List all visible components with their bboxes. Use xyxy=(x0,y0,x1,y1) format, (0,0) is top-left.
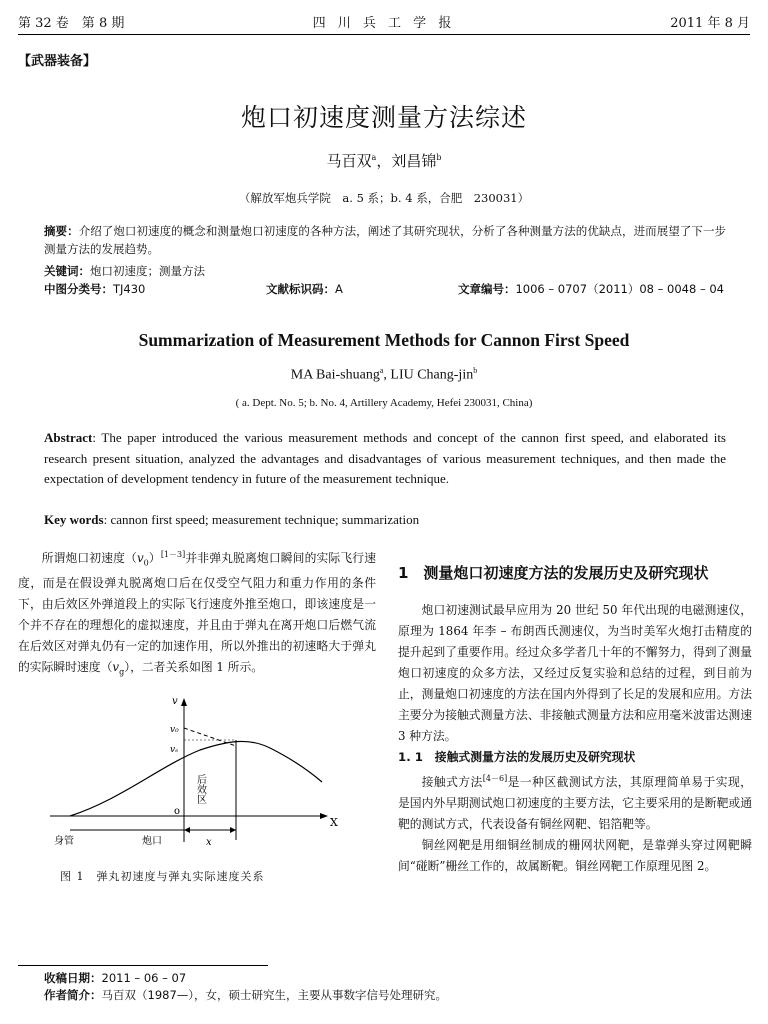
header-journal-name: 四 川 兵 工 学 报 xyxy=(312,16,456,31)
title-en: Summarization of Measurement Methods for Cannon First Speed xyxy=(138,330,630,350)
wire-screen-paragraph: 铜丝网靶是用细铜丝制成的栅网状网靶，是靠弹头穿过网靶瞬间“碰断”栅丝工作的，故属断靶。铜丝网靶工作原理见图 2。 xyxy=(398,837,752,873)
keywords-cn: 关键词：炮口初速度；测量方法 xyxy=(44,264,205,278)
affiliation-cn: （解放军炮兵学院 a. 5 系；b. 4 系，合肥 230031） xyxy=(238,191,530,205)
distance-x-label: x xyxy=(206,837,212,848)
figure-velocity-diagram xyxy=(40,690,350,860)
x-axis-label: X xyxy=(330,816,338,829)
x-axis-arrow xyxy=(320,813,328,819)
authors-cn: 马百双$^a$，刘昌锦$^b$ xyxy=(326,152,442,170)
section1-paragraph: 炮口初速测试最早应用为 20 世纪 50 年代出现的电磁测速仪，原理为 1864 年李 – 布朗西氏测速仪，为当时美军火炮打击精度的提升起到了重要作用。经过众多学者几十年的不懈努力，得到了测量炮口初速度的众多方法，又经过反复实验和总结的过程，到目前为止，测量炮口初速度的方法在国内外得到了长足的发展和应用。方法主要分为接触式测量方法、非接触式测量方法和应用毫米波雷达测速 3 种方法。 xyxy=(398,603,752,743)
extrapolation-dashed-line xyxy=(184,728,236,746)
author-bio: 作者简介：马百双（1987—），女，硕士研究生，主要从事数字信号处理研究。 xyxy=(44,988,448,1002)
document-code: 文献标识码：A xyxy=(266,282,343,296)
authors-en: MA Bai-shuang$^a$, LIU Chang-jin$^b$ xyxy=(290,366,478,383)
section1-body xyxy=(398,560,752,877)
x-extent-arrow-left xyxy=(184,827,190,833)
origin-label: o xyxy=(174,806,181,817)
clc-number: 中图分类号：TJ430 xyxy=(44,282,146,296)
section-tag: 【武器装备】 xyxy=(18,54,97,69)
intro-paragraph: 所谓炮口初速度$(v_0)[1-3]$并非弹丸脱离炮口瞬间的实际飞行速度，而是在假设弹丸脱离炮口后在仅受空气阻力和重力作用的条件下，由后效区外弹道段上的实际飞行速度外推至炮口，即该速度是一个并不存在的理想化的虚拟速度，并且由于弹丸在离开炮口后燃气流在后效区对弹丸仍有一定的加速作用，所以外推出的初速略大于弹丸的实际瞬时速度$(v_g)$，二者关系如图 1 所示。 xyxy=(18,550,376,677)
abstract-cn: 摘要：介绍了炮口初速度的概念和测量炮口初速度的各种方法，阐述了其研究现状，分析了各种测量方法的优缺点，进而展望了下一步测量方法的发展趋势。 xyxy=(44,224,726,256)
vs-label: vₛ xyxy=(170,745,179,755)
header-rule xyxy=(18,34,750,35)
affiliation-en: ( a. Dept. No. 5; b. No. 4, Artillery Academy, Hefei 230031, China) xyxy=(235,397,533,409)
article-number: 文章编号：1006 – 0707（2011）08 – 0048 – 04 xyxy=(457,282,724,296)
v-axis-label: v xyxy=(172,696,178,707)
x-extent-arrow-right xyxy=(230,827,236,833)
section-heading: 1 测量炮口初速度方法的发展历史及研究现状 xyxy=(398,564,709,582)
keywords-en: Key words: cannon first speed; measurement technique; summarization xyxy=(44,512,420,527)
abstract-en: Abstract: The paper introduced the various measurement methods and concept of the cannon first speed, and elaborated its research present situation, analyzed the advantages and disadvantages of various measurement techniques, and then made the expectation of development tendency in future of the measurement technique. xyxy=(44,430,726,486)
header-date: 2011 年 8 月 xyxy=(670,16,750,31)
figure-caption: 图 1 弹丸初速度与弹丸实际速度关系 xyxy=(60,870,265,883)
v0-label: v₀ xyxy=(170,725,179,735)
muzzle-label: 炮口 xyxy=(142,836,162,847)
header-volume-issue: 第 32 卷 第 8 期 xyxy=(18,16,125,31)
subsection-heading: 1. 1 接触式测量方法的发展历史及研究现状 xyxy=(398,750,636,764)
barrel-label: 身管 xyxy=(54,836,74,847)
title-cn: 炮口初速度测量方法综述 xyxy=(240,103,527,132)
footnote-rule xyxy=(18,965,268,966)
received-date: 收稿日期：2011 – 06 – 07 xyxy=(44,971,187,985)
v-axis-arrow xyxy=(181,698,187,706)
contact-method-paragraph: 接触式方法[4－6]是一种区截测试方法，其原理简单易于实现，是国内外早期测试炮口初速度的主要方法，它主要采用的是断靶或通靶的测试方式，代表设备有铜丝网靶、铝箔靶等。 xyxy=(398,774,752,831)
after-effect-zone-label: 后效区 xyxy=(194,774,206,804)
